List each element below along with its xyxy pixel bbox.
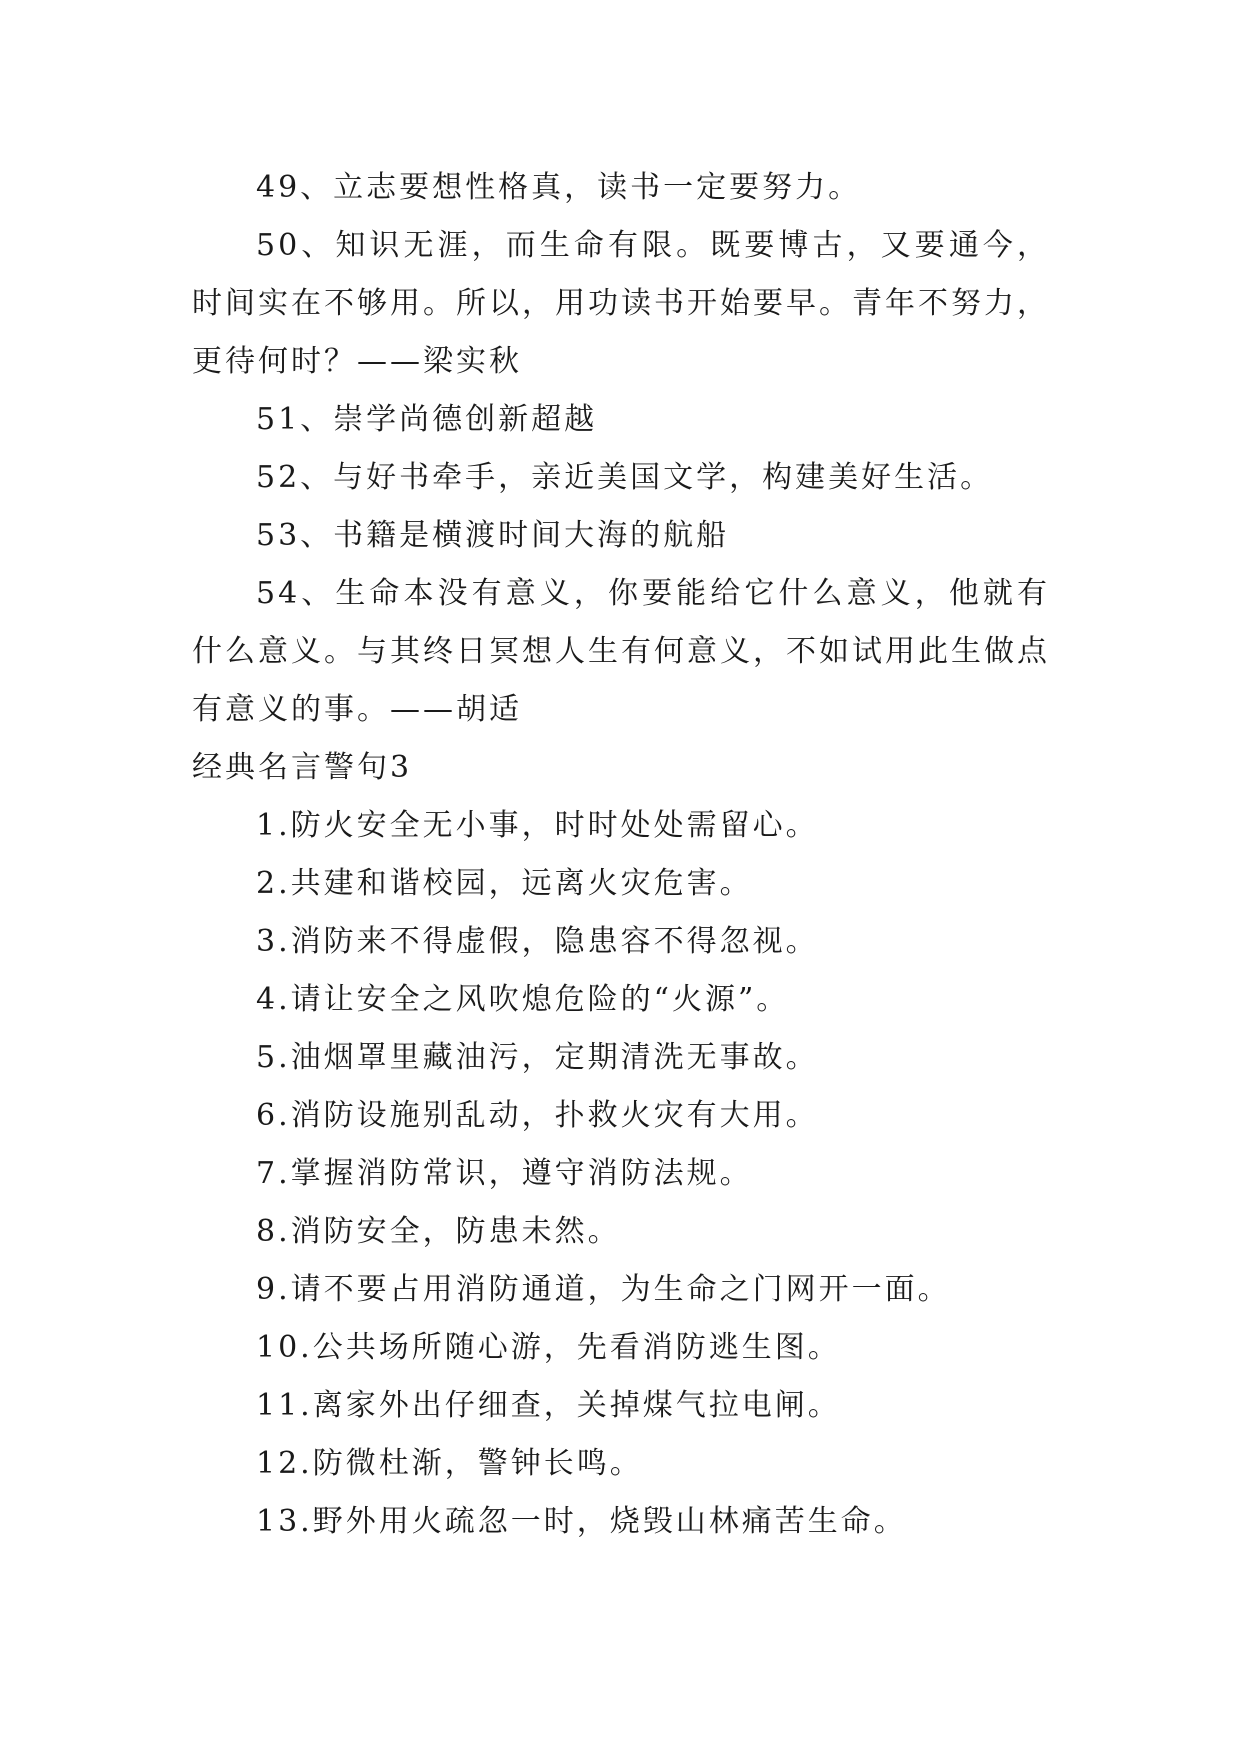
slogan-4: 4.请让安全之风吹熄危险的“火源”。 — [256, 982, 790, 1017]
slogan-7: 7.掌握消防常识，遵守消防法规。 — [256, 1156, 753, 1191]
quote-52: 52、与好书牵手，亲近美国文学，构建美好生活。 — [256, 460, 994, 495]
quote-54: 54、生命本没有意义，你要能给它什么意义，他就有什么意义。与其终日冥想人生有何意义，不如试用此生做点有意义的事。——胡适 — [192, 576, 1050, 727]
quote-53: 53、书籍是横渡时间大海的航船 — [256, 518, 730, 553]
section-heading: 经典名言警句3 — [192, 750, 413, 785]
slogan-13: 13.野外用火疏忽一时，烧毁山林痛苦生命。 — [256, 1504, 907, 1539]
slogan-12: 12.防微杜渐，警钟长鸣。 — [256, 1446, 643, 1481]
document-body — [192, 159, 1050, 1551]
quote-49: 49、立志要想性格真，读书一定要努力。 — [256, 170, 862, 205]
slogan-6: 6.消防设施别乱动，扑救火灾有大用。 — [256, 1098, 819, 1133]
slogan-10: 10.公共场所随心游，先看消防逃生图。 — [256, 1330, 841, 1365]
slogan-9: 9.请不要占用消防通道，为生命之门网开一面。 — [256, 1272, 951, 1307]
slogan-8: 8.消防安全，防患未然。 — [256, 1214, 621, 1249]
slogan-1: 1.防火安全无小事，时时处处需留心。 — [256, 808, 819, 843]
slogan-5: 5.油烟罩里藏油污，定期清洗无事故。 — [256, 1040, 819, 1075]
slogan-3: 3.消防来不得虚假，隐患容不得忽视。 — [256, 924, 819, 959]
slogan-11: 11.离家外出仔细查，关掉煤气拉电闸。 — [256, 1388, 841, 1423]
quote-50: 50、知识无涯，而生命有限。既要博古，又要通今，时间实在不够用。所以，用功读书开始要早。青年不努力，更待何时？——梁实秋 — [192, 228, 1050, 379]
quote-51: 51、崇学尚德创新超越 — [256, 402, 598, 437]
slogan-2: 2.共建和谐校园，远离火灾危害。 — [256, 866, 753, 901]
